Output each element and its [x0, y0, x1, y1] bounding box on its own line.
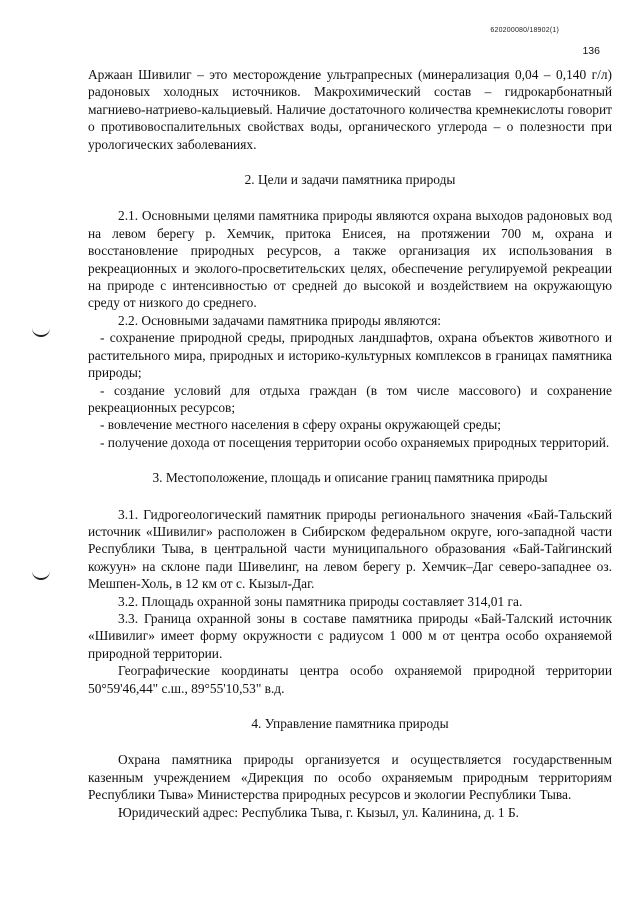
- list-item: - создание условий для отдыха граждан (в том числе массового) и сохранение рекреационных ресурсов;: [88, 382, 612, 415]
- document-id: 620200080/18902(1): [490, 27, 559, 34]
- list-item: - вовлечение местного населения в сферу охраны окружающей среды;: [100, 417, 502, 433]
- section-2-paragraph-2: 2.2. Основными задачами памятника природы являются:: [118, 312, 442, 328]
- margin-mark-icon: [32, 327, 50, 337]
- page-number: 136: [582, 45, 600, 57]
- document-body: [88, 66, 612, 821]
- section-4-paragraph-2: Юридический адрес: Республика Тыва, г. Кызыл, ул. Калинина, д. 1 Б.: [118, 804, 520, 820]
- section-2-paragraph-1: 2.1. Основными целями памятника природы являются охрана выходов радоновых вод на левом берегу р. Хемчик, притока Енисея, на протяжении 700 м, охрана и восстановление природных ресурсов, а также организация их использования в рекреационных и эколого-просветительских целях, обеспечение регулируемой рекреации на природе с интенсивностью от средней до высокой и воздействием на окружающую среду от низкого до среднего.: [88, 208, 612, 311]
- section-3-paragraph-1: 3.1. Гидрогеологический памятник природы регионального значения «Бай-Тальский источник «Шивилиг» расположен в Сибирском федеральном округе, юго-западной части Республики Тыва, в центральной части муниципального образования «Бай-Тайгинский кожуун» на склоне пади Шивелинг, на левом берегу р. Хемчик–Даг северо-западнее оз. Мешпен-Холь, в 12 км от с. Кызыл-Даг.: [88, 506, 612, 592]
- section-2-title: 2. Цели и задачи памятника природы: [244, 172, 456, 188]
- section-3-paragraph-4: Географические координаты центра особо охраняемой природной территории 50°59'46,44" с.ш., 89°55'10,53" в.д.: [88, 663, 612, 696]
- section-3-title: 3. Местоположение, площадь и описание границ памятника природы: [152, 470, 548, 486]
- section-3-paragraph-3: 3.3. Граница охранной зоны в составе памятника природы «Бай-Талский источник «Шивилиг» имеет форму окружности с радиусом 1 000 м от центра особо охраняемой природной территории.: [88, 610, 612, 661]
- section-4-title: 4. Управление памятника природы: [251, 716, 449, 731]
- intro-paragraph: Аржаан Шивилиг – это месторождение ультрапресных (минерализация 0,04 – 0,140 г/л) радоновых холодных источников. Макрохимический состав – гидрокарбонатный магниево-натриево-кальциевый. Наличие достаточного количества кремнекислоты говорит о противовоспалительных свойствах воды, органического углерода – о полезности при урологических заболеваниях.: [88, 67, 612, 152]
- section-3-paragraph-2: 3.2. Площадь охранной зоны памятника природы составляет 314,01 га.: [118, 593, 523, 609]
- margin-mark-icon: [32, 570, 50, 580]
- list-item: - получение дохода от посещения территории особо охраняемых природных территорий.: [100, 434, 610, 450]
- section-4-paragraph-1: Охрана памятника природы организуется и осуществляется государственным казенным учреждением «Дирекция по особо охраняемым природным территориям Республики Тыва» Министерства природных ресурсов и экологии Республики Тыва.: [88, 752, 612, 803]
- list-item: - сохранение природной среды, природных ландшафтов, охрана объектов животного и растительного мира, природных и историко-культурных комплексов в границах памятника природы;: [88, 330, 612, 381]
